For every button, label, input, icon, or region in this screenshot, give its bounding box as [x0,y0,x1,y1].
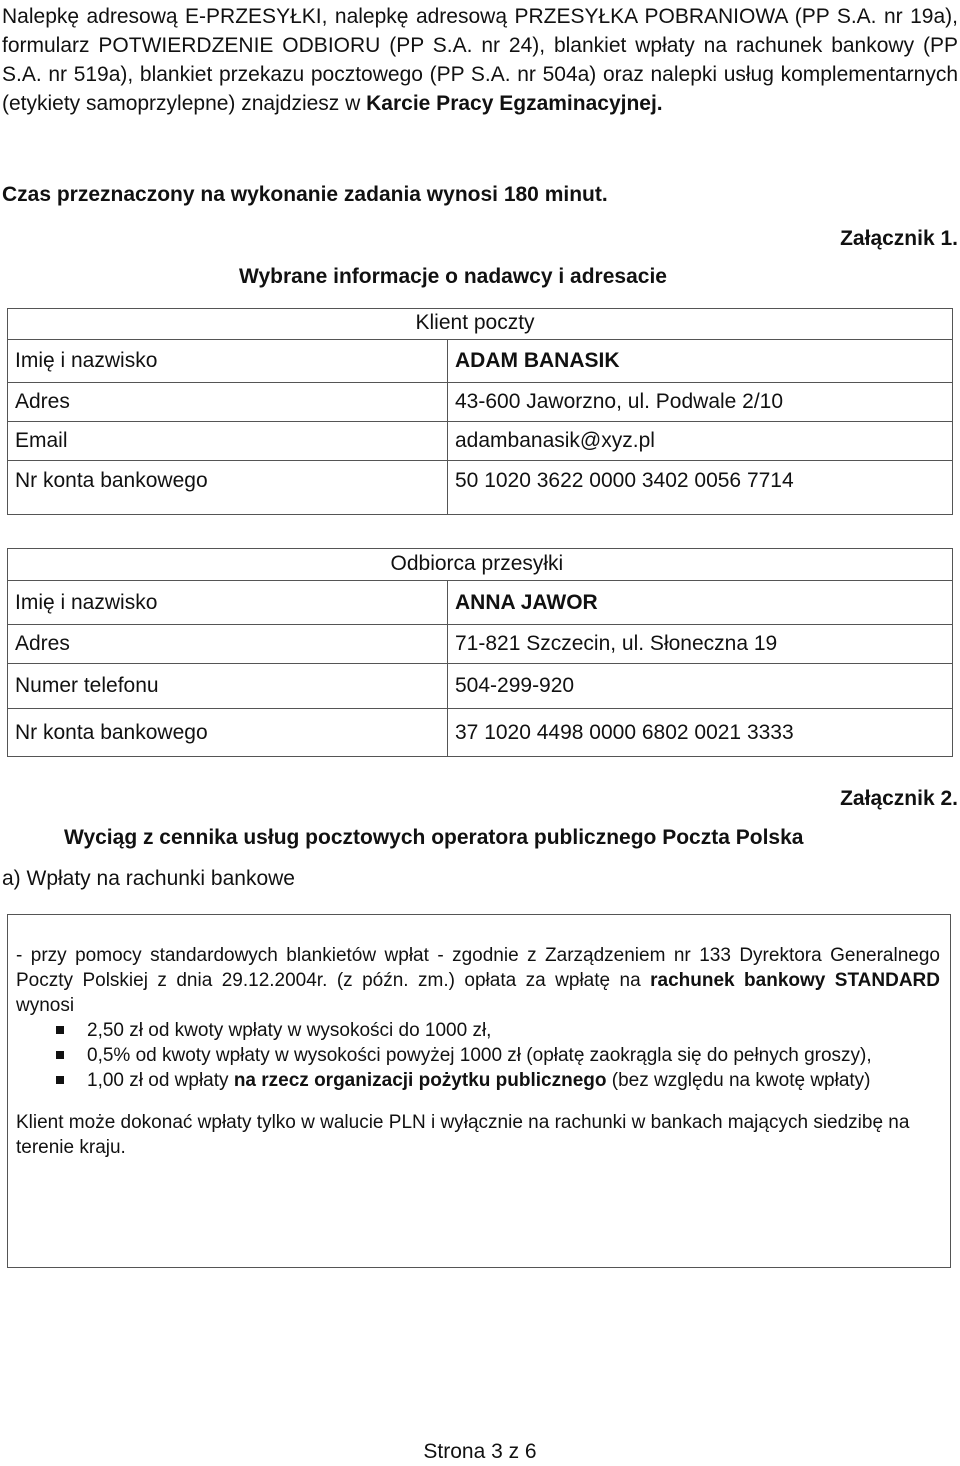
sender-table-caption: Klient poczty [415,311,535,334]
table-row [8,625,953,664]
recipient-table-caption: Odbiorca przesyłki [390,552,564,575]
row-label: Nr konta bankowego [8,461,448,515]
intro-text-bold: Karcie Pracy Egzaminacyjnej. [366,92,663,115]
subsection-title: a) Wpłaty na rachunki bankowe [2,867,295,890]
attachment-1-heading: Wybrane informacje o nadawcy i adresacie [239,265,667,288]
table-row [8,581,953,625]
row-label: Nr konta bankowego [8,709,448,757]
sender-email: adambanasik@xyz.pl [448,422,953,461]
table-row [8,461,953,515]
row-label: Numer telefonu [8,664,448,709]
recipient-address: 71-821 Szczecin, ul. Słoneczna 19 [448,625,953,664]
time-limit: Czas przeznaczony na wykonanie zadania wynosi 180 minut. [2,183,608,206]
price-list [16,1018,940,1093]
row-label: Adres [8,383,448,422]
sender-table [7,308,953,515]
table-row [8,664,953,709]
sender-name: ADAM BANASIK [448,340,953,383]
table-row [8,709,953,757]
recipient-phone: 504-299-920 [448,664,953,709]
price-closing-note: Klient może dokonać wpłaty tylko w walucie PLN i wyłącznie na rachunki w bankach mających siedzibę na terenie kraju. [16,1112,910,1158]
row-label: Imię i nazwisko [8,581,448,625]
price-intro-bold: rachunek bankowy STANDARD [650,970,941,991]
table-row [8,383,953,422]
attachment-2-heading: Wyciąg z cennika usług pocztowych operatora publicznego Poczta Polska [64,826,804,849]
price-intro: - przy pomocy standardowych blankietów wpłat - zgodnie z Zarządzeniem nr 133 Dyrektora Generalnego Poczty Polskiej z dnia 29.12.2004r. (z późn. zm.) opłata za wpłatę na rachunek bankowy STANDARD wynosi [16,945,941,1016]
attachment-2-label: Załącznik 2. [840,787,958,810]
list-item: 1,00 zł od wpłaty na rzecz organizacji pożytku publicznego (bez względu na kwotę wpłaty) [16,1068,940,1093]
table-row [8,340,953,383]
recipient-name: ANNA JAWOR [448,581,953,625]
row-label: Imię i nazwisko [8,340,448,383]
list-item: 0,5% od kwoty wpłaty w wysokości powyżej 1000 zł (opłatę zaokrągla się do pełnych groszy), [16,1043,940,1068]
recipient-bank-account: 37 1020 4498 0000 6802 0021 3333 [448,709,953,757]
sender-bank-account: 50 1020 3622 0000 3402 0056 7714 [448,461,953,515]
row-label: Email [8,422,448,461]
table-row [8,422,953,461]
price-list-box [7,914,951,1268]
list-item-bold: na rzecz organizacji pożytku publicznego [233,1070,607,1091]
sender-address: 43-600 Jaworzno, ul. Podwale 2/10 [448,383,953,422]
list-item: 2,50 zł od kwoty wpłaty w wysokości do 1000 zł, [16,1018,940,1043]
recipient-table [7,548,953,757]
page-number: Strona 3 z 6 [423,1440,537,1463]
intro-text: Nalepkę adresową E-PRZESYŁKI, nalepkę adresową PRZESYŁKA POBRANIOWA (PP S.A. nr 19a), formularz POTWIERDZENIE ODBIORU (PP S.A. nr 24), blankiet wpłaty na rachunek bankowy (PP S.A. nr 519a), blankiet przekazu pocztowego (PP S.A. nr 504a) oraz nalepki usług komplementarnych (etykiety samoprzylepne) znajdziesz w [2,5,958,115]
row-label: Adres [8,625,448,664]
intro-paragraph [2,2,958,118]
attachment-1-label: Załącznik 1. [840,227,958,250]
